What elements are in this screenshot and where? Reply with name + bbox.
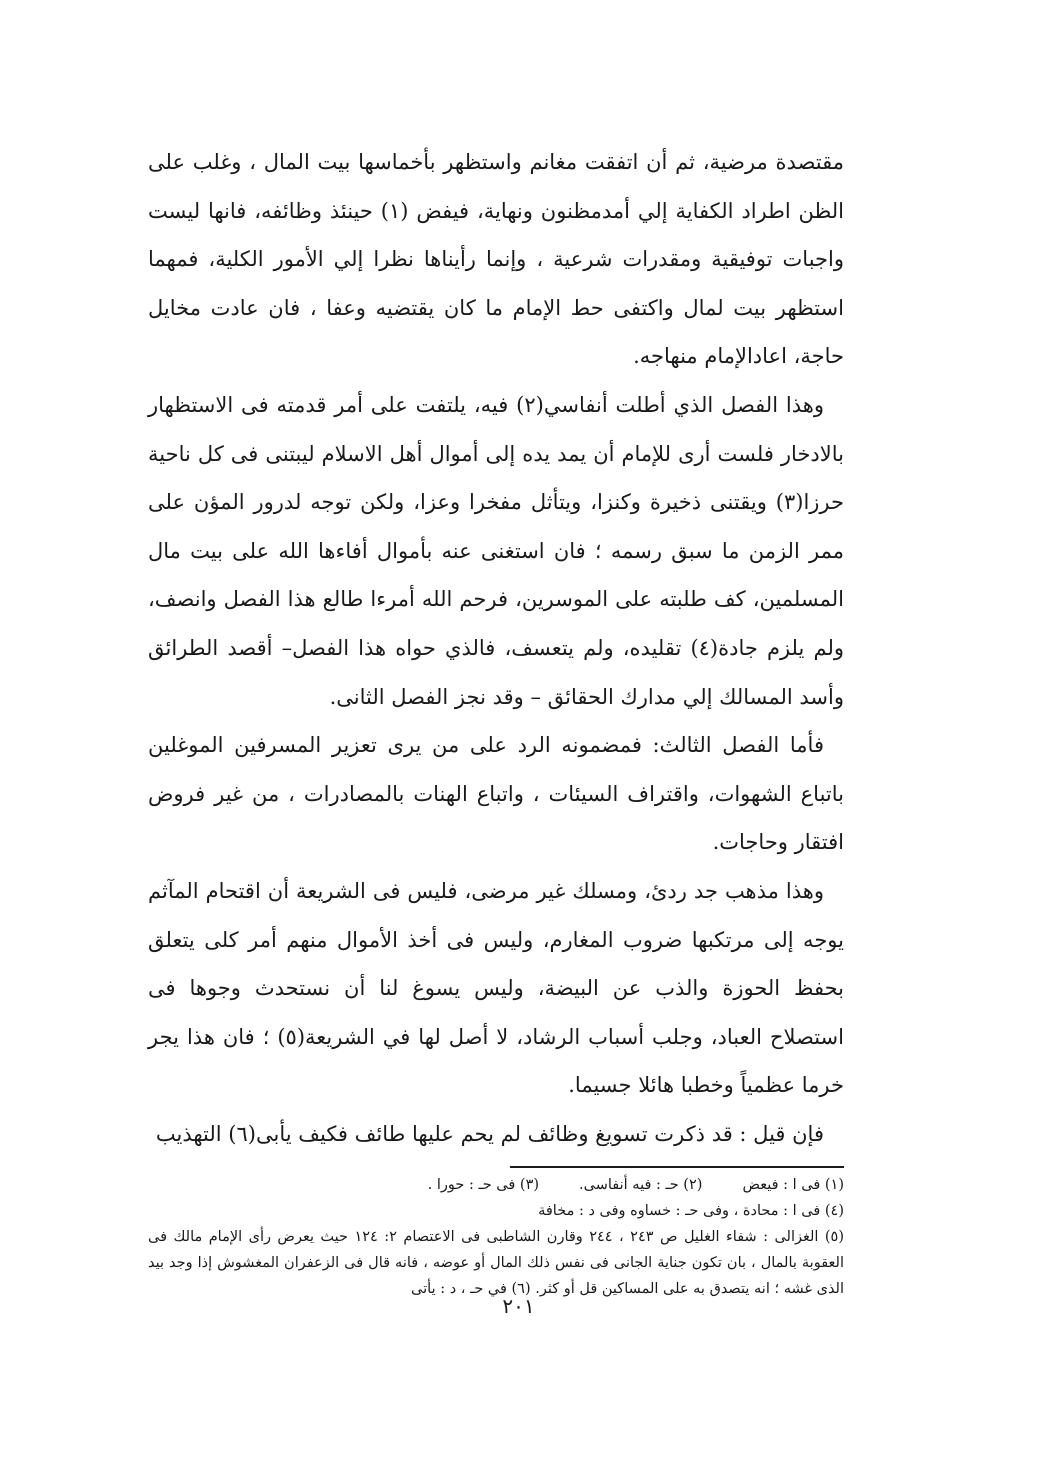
footnote-4: (٤) فى ا : محادة ، وفى حـ : خساوه وفى د : مخافة — [538, 1203, 844, 1220]
footnotes — [148, 1172, 844, 1302]
paragraph: فإن قيل : قد ذكرت تسويغ وظائف لم يحم عليها طائف فكيف يأبى(٦) التهذيب — [155, 1121, 824, 1146]
footnote-1: (١) فى ا : فيعض — [742, 1177, 844, 1194]
footnote-3: (٣) فى حـ : حورا . — [427, 1177, 540, 1194]
footnote-divider — [510, 1166, 844, 1168]
paragraph: مقتصدة مرضية، ثم أن اتفقت مغانم واستظهر بأخماسها بيت المال ، وغلب على الظن اطراد الكفاية إلي أمدمظنون ونهاية، فيفض (١) حينئذ وظائفه، فانها ليست واجبات توفيقية ومقدرات شرعية ، وإنما رأيناها نظرا إلي الأمور الكلية، فمهما استظهر بيت لمال واكتفى حط الإمام ما كان يقتضيه وعفا ، فان عادت مخايل حاجة، اعادالإمام منهاجه. — [148, 150, 844, 369]
paragraph: فأما الفصل الثالث: فمضمونه الرد على من يرى تعزير المسرفين الموغلين باتباع الشهوات، واقتراف السيئات ، واتباع الهنات بالمصادرات ، من غير فروض افتقار وحاجات. — [148, 733, 844, 855]
footnote-5: (٥) الغزالى : شفاء الغليل ص ٢٤٣ ، ٢٤٤ وقارن الشاطبى فى الاعتصام ٢: ١٢٤ حيث يعرض رأى الإمام مالك فى العقوبة بالمال ، بان تكون جناية الجانى فى نفس ذلك المال أو عوضه ، فانه قال فى الزعفران المغشوش إذا وجد بيد الذى غشه ؛ انه يتصدق به على المساكين قل أو كثر. (٦) في حـ ، د : يأتى — [148, 1229, 844, 1298]
page-number: ٢٠١ — [502, 1294, 535, 1318]
paragraph: وهذا الفصل الذي أطلت أنفاسي(٢) فيه، يلتفت على أمر قدمته فى الاستظهار بالادخار فلست أرى للإمام أن يمد يده إلى أموال أهل الاسلام ليبتنى فى كل ناحية حرزا(٣) ويقتنى ذخيرة وكنزا، ويتأثل مفخرا وعزا، ولكن توجه لدرور المؤن على ممر الزمن ما سبق رسمه ؛ فان استغنى عنه بأموال أفاءها الله على بيت مال المسلمين، كف طلبته على الموسرين، فرحم الله أمرءا طالع هذا الفصل وانصف، ولم يلزم جادة(٤) تقليده، ولم يتعسف، فالذي حواه هذا الفصل– أقصد الطرائق وأسد المسالك إلي مدارك الحقائق – وقد نجز الفصل الثانى. — [148, 392, 844, 709]
footnote-2: (٢) حـ : فيه أنفاسى. — [579, 1177, 703, 1194]
paragraph: وهذا مذهب جد ردئ، ومسلك غير مرضى، فليس فى الشريعة أن اقتحام المآثم يوجه إلى مرتكبها ضروب المغارم، وليس فى أخذ الأموال منهم أمر كلى يتعلق بحفظ الحوزة والذب عن البيضة، وليس يسوغ لنا أن نستحدث وجوها فى استصلاح العباد، وجلب أسباب الرشاد، لا أصل لها في الشريعة(٥) ؛ فان هذا يجر خرما عظمياً وخطبا هائلا جسيما. — [148, 878, 844, 1098]
body-text — [148, 138, 844, 1158]
page-content — [148, 138, 844, 1302]
footnote-row — [148, 1172, 844, 1198]
